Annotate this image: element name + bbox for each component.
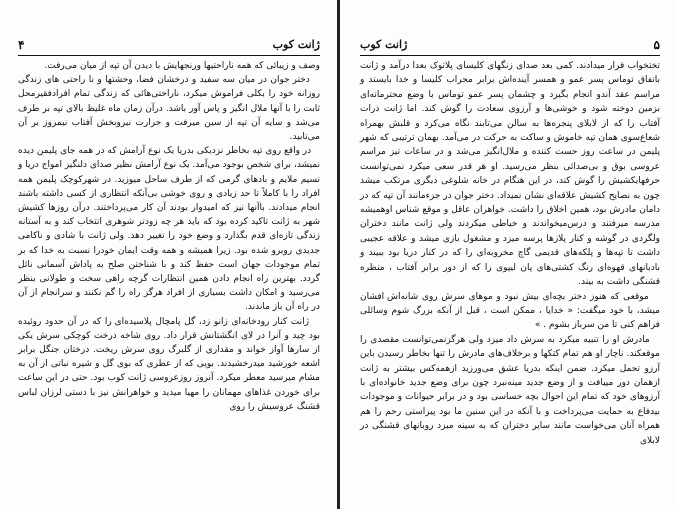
running-title: ژانت کوب bbox=[272, 38, 320, 51]
left-page bbox=[8, 0, 330, 509]
page-number: ۴ bbox=[18, 38, 25, 52]
right-page bbox=[350, 0, 670, 509]
page-body-text: تختخواب قرار میدادند. کمی بعد صدای زنگهای کلیسای پلاتوک بعدا درآمد و ژانت باتفاق توماس پسر عمو و همسر آینده‌اش برابر محراب کلیسا و خدا بایستد و مراسم عقد آندو انجام بگیرد و چشمان پسر عمو توماس با وضع محترمانه‌ای بزمین دوخته شود و خوشی‌ها و آرزوی سعادت را گوش کند. اما ژانت ذرات آفتاب را که از لابلای پنجره‌ها به سالن می‌تابند نگاه می‌کرد و قلبش بهمراه شعاع‌سوی همان تپه خاموش و ساکت به حرکت در می‌آمد. بهمان ترتیبی که شهر پلیمن در ساعت روز حست کننده و ملال‌انگیز می‌شد و در ساعات تیز مراسم عروسی بوق و بی‌صدائی بنظر می‌رسید. او هر قدر سعی میکرد نمی‌توانست حرفهایکشیش را گوش کند، در این هنگام در خانه شلوغی دیگری مرتکب میشد چون به نصایح کشیش علاقه‌ای نشان نمیداد. دختر جوان در جزء‌مانند آن تپه که در دامان مادرش بود، همین اخلاق را داشت. خواهران عاقل و موقع شناس اوهمیشه مدرسه میرفتند و درس‌میخواندند و خیاطی میکردند ولی ژانت مانند دختران ولگردی در گوشه و کنار پلازها پرسه میزد و مشغول بازی میشد و علاقه عجیبی داشت تا تپه‌ها و پلکه‌های قدیمی گاچ مخروبه‌ای را که در کنار دریا بود ببیند و بادبانهای قهوه‌ای رنگ کشتی‌های پان لیپوی را که از دور برابر آفتاب ، منظره قشنگی داشت به بیند. موقعی که هنوز دختر بچه‌ای بیش نبود و موهای سرش روی شانه‌اش افشان میشد، با خود میگفت: « خدایا ، ممکن است ، قبل از آنکه بزرگ شوم وسائلی فراهم کنی تا من سرباز بشوم . » مادرش او را تنبیه میکرد به سرش داد میزد ولی هرگزنمی‌توانست مقصدی را موقعکند. ناچار او هم تمام کتکها و برخلاف‌های مادرش را تنها بخاطر رسیدن باین آرزو تحمل میکرد. ضمن اینکه بدریا عشق می‌ورزید ازهمه‌کس بیشتر به ژانت ازهمان دور مییافت و از وضع جدید مینه‌نبرد چون برای وضع جدید خانواده‌ای با آرزوهای خود که تمام این احوال بچه حساسی بود و در برابر حیوانات و موجودات بیدفاع به حمایت می‌پرداخت و با آنکه در این سنین ما بود پیراستی رحم را هم همراه آنان می‌خواست مانند سایر دختران که به سینه میزد روبانهای قشنگی در لابلای bbox=[360, 61, 661, 446]
running-head bbox=[360, 36, 660, 54]
page-body-text: وصف و زیبائی که همه ناراحتیها ورنجهایش با دیدن آن تپه از میان می‌رفت. دختر جوان در میان سه سفید و درخشان فضا، وحشتها و نا راحتی های زندگی روزانه خود را بکلی فراموش میکرد، ناراحتی‌هائی که زندگی تمام افرادفقیرمحل ثابت را با آنها ملال انگیز و پاس آور باشد. درآن زمان ماه غلیظ بالای تپه بر طرف می‌شد و سایه آن تپه از سین میرفت و حرارت نیروبخش آفتاب نیمروز بر آن می‌تابید. در واقع روی تپه بخاطر نزدیکی بدریا یک نوع آرامش که در همه جای پلیمن دیده نمیشد، برای شخص بوجود می‌آمد. یک نوع آرامش نظیر صدای دلنگیز امواج دریا و نسیم ملایم و بادهای گرمی که از طرف ساحل میوزید. در شهرکوچک پلیمن همه افراد را با کاملاً تا حد زیادی و روی خوشی بی‌آنکه انتظاری از کسی داشته باشند انجام میدادند. باآنها نیز که امیدوار بودند آن کار می‌پرداختند. درآن روزها کشیش شهر به ژانت تاکید کرده بود که باید هر چه زودتر شوهری انتخاب کند و به آستانه زندگی تازه‌ای قدم بگذارد و وضع خود را تغییر دهد. ولی ژانت با شادی و ناکامی جدیدی روبرو شده بود. زیرا همیشه و همه وقت ایمان خودرا نسبت به خدا که بر تمام موجودات جهان است حفظ کند و با شناختن صلح به پاداش آسمانی نائل گردد. بهترین راه انجام دادن همین انتظارات گرچه راهی سخت و طولانی بنظر می‌رسید و امکان داشت بسیاری از افراد هرگز راه را گم نکنند و سرانجام از آن در راه آن باز ماندند. ژانت کنار رودخانه‌ای زانو زد، گل پامچال پلاسیده‌ای را که در آن حدود روئیده بود چید و آنرا در لای انگشتانش قرار داد. روی شاخه درخت کوچکی سرش یکی از سارها آواز خواند و مقداری از گلبرگ روی سرش ریخت. درختان جنگل برابر اشعه خورشید میدرخشیدند. بویی که از عطری که بوی گل و شیره نباتی از آن به مشام میرسید معطر میکرد. آنروز روزعروسی ژانت کوب بود. حتی در این ساعت برای خوردن غذاهای مهمانان را مهیا میدید و خواهرانش نیز با دستی لرزان لباس قشنگ عروسیش را روی bbox=[18, 61, 321, 412]
running-head bbox=[18, 36, 320, 54]
header-rule bbox=[360, 55, 660, 56]
book-gutter bbox=[337, 0, 340, 509]
running-title: ژانت کوب bbox=[360, 38, 408, 51]
header-rule bbox=[18, 55, 320, 56]
page-number: ۵ bbox=[653, 38, 660, 52]
